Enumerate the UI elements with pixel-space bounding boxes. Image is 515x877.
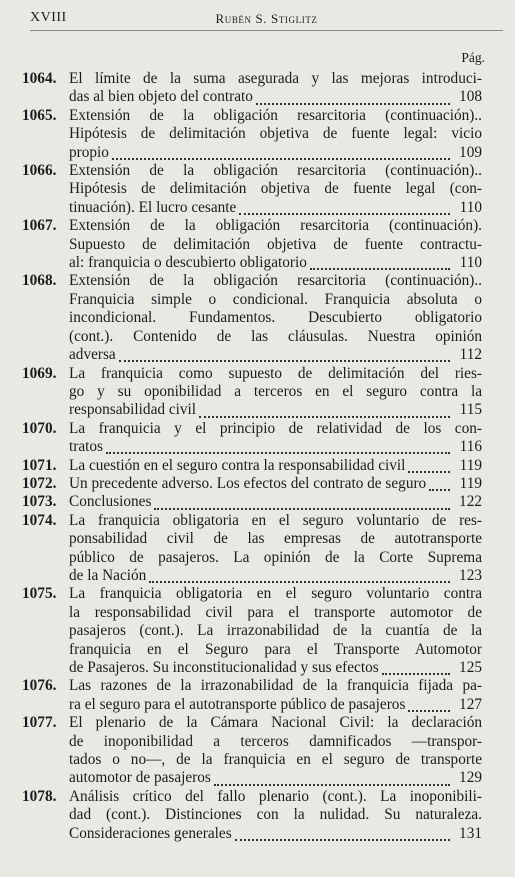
entry-page-number: 125: [459, 659, 482, 676]
dot-leader: [408, 696, 450, 712]
toc-entry: [22, 162, 482, 217]
entry-line: Hipótesis de delimitación objetiva de fuente legal: vicio: [69, 125, 482, 143]
entry-last-line: [69, 438, 482, 456]
entry-line: de Pasajeros. Su inconstitucionalidad y sus efectos: [69, 659, 379, 676]
entry-title: [69, 788, 482, 843]
entry-line: La franquicia como supuesto de delimitación del ries-: [69, 364, 482, 382]
entry-line: automotor de pasajeros: [69, 769, 211, 787]
entry-number: 1070.: [22, 419, 57, 437]
entry-number: 1066.: [22, 162, 57, 180]
entry-line: de inoponibilidad a terceros damnificados —transpor-: [69, 732, 482, 750]
entry-number: 1078.: [22, 787, 57, 805]
entry-last-line: [69, 457, 482, 475]
entry-last-line: [69, 475, 482, 493]
entry-last-line: [69, 696, 482, 714]
entry-page-number: 122: [459, 493, 482, 511]
entry-line: incondicional. Fundamentos. Descubierto obligatorio: [69, 309, 482, 327]
toc-entry: [22, 714, 482, 788]
dot-leader: [112, 144, 450, 160]
entry-last-line: [69, 254, 482, 272]
entry-title: [69, 162, 482, 217]
toc-entry: [22, 788, 482, 843]
dot-leader: [310, 254, 450, 270]
entry-line: La franquicia y el principio de relatividad de los con-: [69, 419, 482, 437]
dot-leader: [119, 346, 450, 362]
entry-number: 1073.: [22, 493, 57, 511]
entry-title: [69, 420, 482, 457]
entry-line: Extensión de la obligación resarcitoria (continuación)..: [69, 106, 482, 124]
running-head: Rubén S. Stiglitz: [215, 11, 318, 26]
dot-leader: [382, 659, 450, 675]
entry-last-line: [69, 88, 482, 106]
entry-number: 1064.: [22, 70, 57, 87]
entry-last-line: [69, 199, 482, 217]
dot-leader: [106, 438, 450, 454]
entry-line: Consideraciones generales: [69, 824, 232, 842]
entry-title: [69, 714, 482, 788]
entry-line: La cuestión en el seguro contra la responsabilidad civil: [69, 456, 406, 474]
entry-line: Las razones de la irrazonabilidad de la franquicia fijada pa-: [69, 677, 482, 695]
entry-line: adversa: [69, 346, 116, 364]
toc-entry: [22, 272, 482, 364]
entry-title: [69, 585, 482, 677]
entry-line: Hipótesis de delimitación objetiva de fuente legal (con-: [69, 180, 482, 198]
entry-title: [69, 475, 482, 493]
entry-title: [69, 272, 482, 364]
dot-leader: [154, 494, 450, 510]
entry-line: Un precedente adverso. Los efectos del contrato de seguro: [69, 474, 427, 492]
entry-line: pasajeros (cont.). La irrazonabilidad de la cuantía de la: [69, 622, 482, 640]
entry-last-line: [69, 401, 482, 419]
toc-entry: [22, 475, 482, 493]
entry-page-number: 119: [459, 456, 482, 474]
page-column-label: Pág.: [461, 50, 485, 65]
toc-entry: [22, 107, 482, 162]
entry-last-line: [69, 493, 482, 511]
entry-page-number: 115: [459, 401, 482, 419]
entry-page-number: 109: [459, 143, 482, 161]
entry-line: Análisis crítico del fallo plenario (cont.). La inoponibili-: [69, 787, 482, 805]
entry-line: franquicia en el Seguro para el Transporte Automotor: [69, 640, 482, 658]
dot-leader: [408, 457, 450, 473]
entry-page-number: 110: [459, 198, 482, 216]
entry-number: 1077.: [22, 714, 57, 732]
toc-entry: [22, 585, 482, 677]
entry-page-number: 112: [459, 346, 482, 364]
entry-line: al: franquicia o descubierto obligatorio: [69, 254, 307, 272]
entry-line: Extensión de la obligación resarcitoria (continuación)..: [69, 272, 482, 290]
entry-number: 1075.: [22, 585, 57, 603]
entry-title: [69, 677, 482, 714]
entry-last-line: [69, 659, 482, 677]
entry-line: Conclusiones: [69, 493, 152, 511]
entry-last-line: [69, 346, 482, 364]
entry-line: tados o no—, de la franquicia en el seguro de transporte: [69, 751, 482, 769]
entry-number: 1072.: [22, 474, 57, 492]
entry-line: Franquicia simple o condicional. Franquicia absoluta o: [69, 290, 482, 308]
entry-line: público de pasajeros. La opinión de la Corte Suprema: [69, 548, 482, 566]
entry-title: [69, 512, 482, 586]
entry-last-line: [69, 825, 482, 843]
entry-page-number: 110: [459, 254, 482, 272]
toc-entry: [22, 217, 482, 272]
entry-number: 1076.: [22, 677, 57, 695]
toc-entry: [22, 493, 482, 511]
entry-page-number: 116: [459, 438, 482, 456]
entry-line: El plenario de la Cámara Nacional Civil: la declaración: [69, 714, 482, 732]
entry-title: [69, 70, 482, 107]
entry-page-number: 119: [459, 474, 482, 492]
dot-leader: [149, 567, 450, 583]
entry-number: 1074.: [22, 511, 57, 529]
entry-number: 1071.: [22, 456, 57, 474]
entry-line: Extensión de la obligación resarcitoria (continuación)..: [69, 162, 482, 180]
dot-leader: [235, 825, 450, 841]
entry-line: propio: [69, 143, 109, 161]
entry-page-number: 129: [459, 769, 482, 787]
entry-line: La franquicia obligatoria en el seguro voluntario contra: [69, 585, 482, 603]
page-folio: XVIII: [30, 10, 67, 25]
entry-line: go y su oponibilidad a terceros en el seguro contra la: [69, 382, 482, 400]
dot-leader: [239, 199, 450, 215]
entry-last-line: [69, 769, 482, 787]
toc-entry: [22, 677, 482, 714]
entry-page-number: 108: [459, 88, 482, 106]
entry-title: [69, 107, 482, 162]
dot-leader: [256, 89, 450, 105]
dot-leader: [199, 402, 450, 418]
entry-line: dad (cont.). Distinciones con la nulidad. Su naturaleza.: [69, 806, 482, 824]
entry-line: Extensión de la obligación resarcitoria (continuación).: [69, 217, 482, 235]
entry-line: ponsabilidad civil de las empresas de autotransporte: [69, 530, 482, 548]
entry-line: El límite de la suma asegurada y las mejoras introduci-: [69, 70, 482, 87]
entry-page-number: 131: [459, 824, 482, 842]
entry-title: [69, 217, 482, 272]
entry-line: (cont.). Contenido de las cláusulas. Nuestra opinión: [69, 327, 482, 345]
entry-line: de la Nación: [69, 566, 147, 584]
toc-entry: [22, 512, 482, 586]
entry-last-line: [69, 567, 482, 585]
entry-number: 1067.: [22, 217, 57, 235]
entry-line: La franquicia obligatoria en el seguro voluntario de res-: [69, 511, 482, 529]
toc-entry: [22, 420, 482, 457]
toc-entry: [22, 365, 482, 420]
entry-page-number: 123: [459, 566, 482, 584]
entry-line: responsabilidad civil: [69, 401, 197, 419]
entry-title: [69, 365, 482, 420]
page-header: [30, 8, 503, 31]
dot-leader: [429, 475, 450, 491]
dot-leader: [214, 770, 450, 786]
entry-title: [69, 457, 482, 475]
entry-title: [69, 493, 482, 511]
entry-number: 1065.: [22, 106, 57, 124]
toc-entry: [22, 70, 482, 107]
entry-line: ra el seguro para el autotransporte público de pasajeros: [69, 695, 406, 713]
entry-line: tratos: [69, 438, 103, 456]
table-of-contents: [22, 70, 482, 843]
entry-line: la responsabilidad civil para el transporte automotor de: [69, 603, 482, 621]
toc-entry: [22, 457, 482, 475]
entry-line: das al bien objeto del contrato: [69, 88, 253, 106]
entry-number: 1069.: [22, 364, 57, 382]
entry-page-number: 127: [459, 695, 482, 713]
entry-last-line: [69, 144, 482, 162]
entry-line: tinuación). El lucro cesante: [69, 198, 237, 216]
entry-line: Supuesto de delimitación objetiva de fuente contractu-: [69, 235, 482, 253]
entry-number: 1068.: [22, 272, 57, 290]
